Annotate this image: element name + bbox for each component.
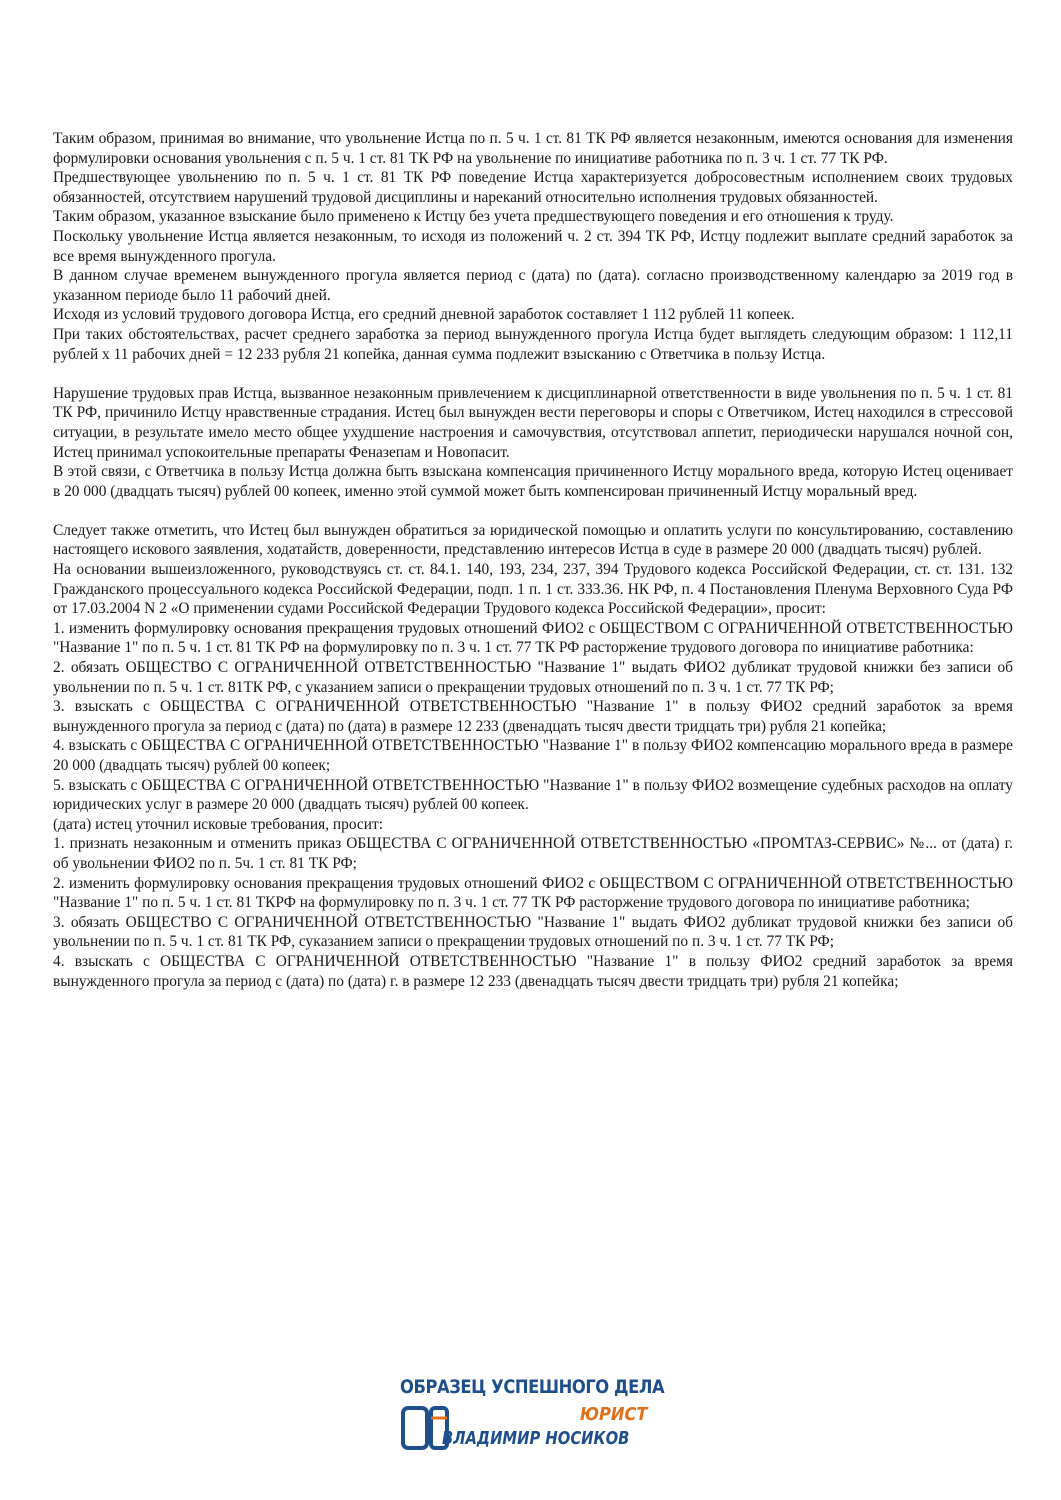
paragraph-9: В этой связи, с Ответчика в пользу Истца должна быть взыскана компенсация причиненного Истцу морального вреда, которую Истец оценивает в 20 000 (двадцать тысяч) рублей 00 копеек, именно этой суммой может быть компенсирован причиненный Истцу моральный вред.	[53, 463, 1013, 500]
logo-title: ОБРАЗЕЦ УСПЕШНОГО ДЕЛА	[400, 1376, 665, 1398]
claim-item-3: 3. взыскать с ОБЩЕСТВА С ОГРАНИЧЕННОЙ ОТВЕТСТВЕННОСТЬЮ "Название 1" в пользу ФИО2 средний заработок за время вынужденного прогула за период с (дата) по (дата) в размере 12 233 (двенадцать тысяч двести тридцать три) рубля 21 копейка;	[53, 698, 1013, 735]
lawyer-logo	[398, 1374, 665, 1454]
blank-line	[53, 364, 1013, 384]
paragraph-10: Следует также отметить, что Истец был вынужден обратиться за юридической помощью и оплатить услуги по консультированию, составлению настоящего искового заявления, ходатайств, доверенности, представлению интересов Истца в суде в размере 20 000 (двадцать тысяч) рублей.	[53, 521, 1013, 559]
paragraph-11: На основании вышеизложенного, руководствуясь ст. ст. 84.1. 140, 193, 234, 237, 394 Трудового кодекса Российской Федерации, ст. ст. 131. 132 Гражданского процессуального кодекса Российской Федерации, подп. 1 п. 1 ст. 333.36. НК РФ, п. 4 Постановления Пленума Верховного Суда РФ от 17.03.2004 N 2 «О применении судами Российской Федерации Трудового кодекса Российской Федерации», просит:	[53, 561, 1013, 618]
claim-item-1: 1. изменить формулировку основания прекращения трудовых отношений ФИО2 с ОБЩЕСТВОМ С ОГРАНИЧЕННОЙ ОТВЕТСТВЕННОСТЬЮ "Название 1" по п. 5 ч. 1 ст. 81 ТК РФ на формулировку по п. 3 ч. 1 ст. 77 ТК РФ расторжение трудового договора по инициативе работника:	[53, 619, 1013, 657]
paragraph-1: Таким образом, принимая во внимание, что увольнение Истца по п. 5 ч. 1 ст. 81 ТК РФ является незаконным, имеются основания для изменения формулировки основания увольнения с п. 5 ч. 1 ст. 81 ТК РФ на увольнение по инициативе работника по п. 3 ч. 1 ст. 77 ТК РФ.	[53, 130, 1013, 167]
paragraph-8: Нарушение трудовых прав Истца, вызванное незаконным привлечением к дисциплинарной ответственности в виде увольнения по п. 5 ч. 1 ст. 81 ТК РФ, причинило Истцу нравственные страдания. Истец был вынужден вести переговоры и споры с Ответчиком, Истец находился в стрессовой ситуации, в результате имело место общее ухудшение настроения и самочувствия, отсутствовал аппетит, периодически нарушался ночной сон, Истец принимал успокоительные препараты Феназепам и Новопасит.	[53, 384, 1013, 461]
logo-name: ВЛАДИМИР НОСИКОВ	[442, 1428, 630, 1449]
paragraph-2: Предшествующее увольнению по п. 5 ч. 1 ст. 81 ТК РФ поведение Истца характеризуется добросовестным исполнением своих трудовых обязанностей, отсутствием нарушений трудовой дисциплины и нареканий относительно исполнения трудовых обязанностей.	[53, 169, 1013, 206]
claim-item-5: 5. взыскать с ОБЩЕСТВА С ОГРАНИЧЕННОЙ ОТВЕТСТВЕННОСТЬЮ "Название 1" в пользу ФИО2 возмещение судебных расходов на оплату юридических услуг в размере 20 000 (двадцать тысяч) рублей 00 копеек.	[53, 776, 1013, 814]
clarified-item-3: 3. обязать ОБЩЕСТВО С ОГРАНИЧЕННОЙ ОТВЕТСТВЕННОСТЬЮ "Название 1" выдать ФИО2 дубликат трудовой книжки без записи об увольнении по п. 5 ч. 1 ст. 81 ТК РФ, сукaзанием записи о прекращении трудовых отношений по п. 3 ч. 1 ст. 77 ТК РФ;	[53, 913, 1013, 951]
paragraph-7: При таких обстоятельствах, расчет среднего заработка за период вынужденного прогула Истца будет выглядеть следующим образом: 1 112,11 рублей х 11 рабочих дней = 12 233 рубля 21 копейка, данная сумма подлежит взысканию с Ответчика в пользу Истца.	[53, 325, 1013, 363]
document-body	[53, 129, 1013, 991]
blank-line	[53, 501, 1013, 521]
clarified-item-1: 1. признать незаконным и отменить приказ ОБЩЕСТВА С ОГРАНИЧЕННОЙ ОТВЕТСТВЕННОСТЬЮ «ПРОМТАЗ-СЕРВИС» №... от (дата) г. об увольнении ФИО2 по п. 5ч. 1 ст. 81 ТК РФ;	[53, 835, 1013, 872]
paragraph-4: Поскольку увольнение Истца является незаконным, то исходя из положений ч. 2 ст. 394 ТК РФ, Истцу подлежит выплате средний заработок за все время вынужденного прогула.	[53, 227, 1013, 265]
clarified-item-4: 4. взыскать с ОБЩЕСТВА С ОГРАНИЧЕННОЙ ОТВЕТСТВЕННОСТЬЮ "Название 1" в пользу ФИО2 средний заработок за время вынужденного прогула за период с (дата) по (дата) г. в размере 12 233 (двенадцать тысяч двести тридцать три) рубля 21 копейка;	[53, 952, 1013, 990]
paragraph-3: Таким образом, указанное взыскание было применено к Истцу без учета предшествующего поведения и его отношения к труду.	[53, 208, 894, 226]
logo-role: ЮРИСТ	[580, 1404, 648, 1425]
claim-item-4: 4. взыскать с ОБЩЕСТВА С ОГРАНИЧЕННОЙ ОТВЕТСТВЕННОСТЬЮ "Название 1" в пользу ФИО2 компенсацию морального вреда в размере 20 000 (двадцать тысяч) рублей 00 копеек;	[53, 737, 1013, 774]
clarified-item-2: 2. изменить формулировку основания прекращения трудовых отношений ФИО2 с ОБЩЕСТВОМ С ОГРАНИЧЕННОЙ ОТВЕТСТВЕННОСТЬЮ "Название 1" по п. 5 ч. 1 ст. 81 ТКРФ на формулировку по п. 3 ч. 1 ст. 77 ТК РФ расторжение трудового договора по инициативе работника;	[53, 874, 1013, 912]
claim-item-2: 2. обязать ОБЩЕСТВО С ОГРАНИЧЕННОЙ ОТВЕТСТВЕННОСТЬЮ "Название 1" выдать ФИО2 дубликат трудовой книжки без записи об увольнении по п. 5 ч. 1 ст. 81ТК РФ, с указанием записи о прекращении трудовых отношений по п. 3 ч. 1 ст. 77 ТК РФ;	[53, 659, 1013, 696]
clarified-claims-intro: (дата) истец уточнил исковые требования, просит:	[53, 815, 384, 833]
paragraph-6: Исходя из условий трудового договора Истца, его средний дневной заработок составляет 1 112 рублей 11 копеек.	[53, 306, 795, 324]
paragraph-5: В данном случае временем вынужденного прогула является период с (дата) по (дата). согласно производственному календарю за 2019 год в указанном периоде было 11 рабочий дней.	[53, 267, 1013, 304]
